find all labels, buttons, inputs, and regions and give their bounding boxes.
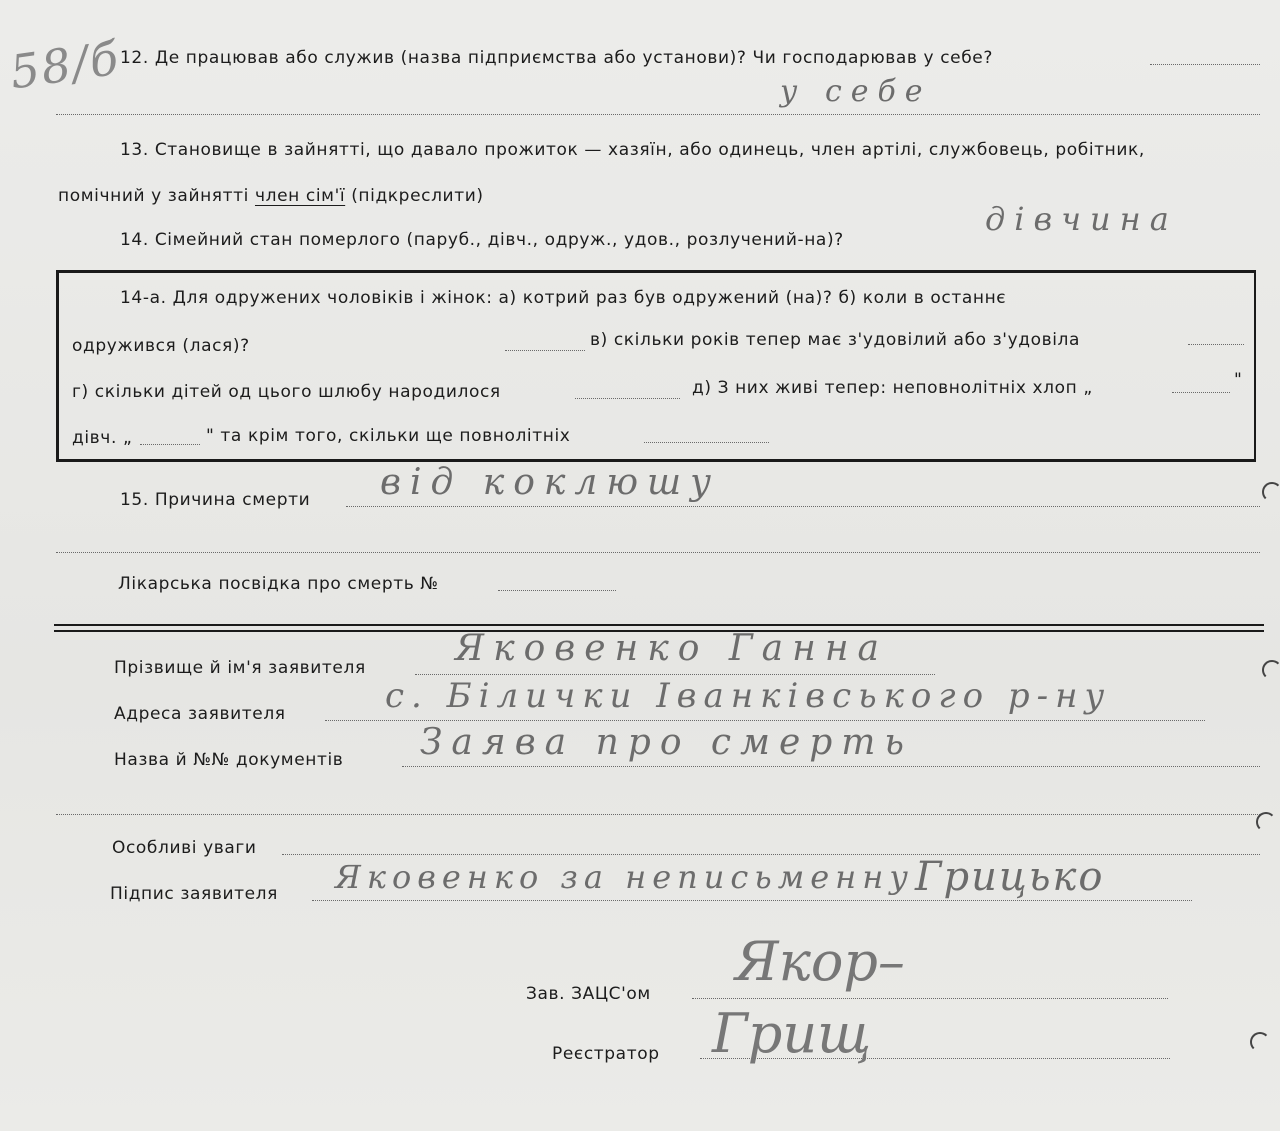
documents-handwritten: Заява про смерть xyxy=(420,722,914,763)
signature-line xyxy=(312,900,1192,901)
head-zags-line xyxy=(692,998,1168,999)
q13-line2-suffix: (підкреслити) xyxy=(351,186,484,206)
q13-line2 xyxy=(58,186,484,206)
punch-hole-mark xyxy=(1256,812,1276,832)
q15-answer-handwritten: від коклюшу xyxy=(380,462,720,503)
q14a-line2-b: в) скільки років тепер має з'удовілий або з'удовіла xyxy=(590,330,1081,350)
q13-line2-prefix: помічний у зайнятті xyxy=(58,186,249,206)
q13-line1: 13. Становище в зайнятті, що давало прожиток — хазяїн, або одинець, член артілі, службовець, робітник, xyxy=(120,140,1145,160)
applicant-name-line xyxy=(415,674,935,675)
q12-label: 12. Де працював або служив (назва підприємства або установи)? Чи господарював у себе? xyxy=(120,48,993,68)
section-divider-top xyxy=(54,624,1264,626)
registrar-label: Реєстратор xyxy=(552,1044,660,1064)
applicant-name-handwritten: Яковенко Ганна xyxy=(455,628,889,669)
signature-label: Підпис заявителя xyxy=(110,884,278,904)
punch-hole-mark xyxy=(1262,482,1280,502)
registrar-signature: Грищ xyxy=(712,1002,872,1065)
q14a-line1: 14-а. Для одружених чоловіків і жінок: а) котрий раз був одружений (на)? б) коли в останнє xyxy=(120,288,1007,308)
q14-answer-handwritten: дівчина xyxy=(985,200,1178,238)
documents-extra-line xyxy=(56,814,1260,815)
q14a-line4-b: " та крім того, скільки ще повнолітніх xyxy=(206,426,571,446)
q15-label: 15. Причина смерти xyxy=(120,490,311,510)
q13-underlined-choice: член сім'ї xyxy=(254,186,346,206)
margin-note: 58/б xyxy=(6,30,124,100)
applicant-address-handwritten: с. Білички Іванківського р-ну xyxy=(385,676,1112,716)
q14-label: 14. Сімейний стан померлого (паруб., дівч., одруж., удов., розлучений-на)? xyxy=(120,230,844,250)
documents-line xyxy=(402,766,1260,767)
q12-fill-line xyxy=(1150,64,1260,65)
q14a-children-line xyxy=(575,398,680,399)
q14a-line3-b: д) З них живі тепер: неповнолітніх хлоп „ xyxy=(692,378,1093,398)
applicant-address-line xyxy=(325,720,1205,721)
q14a-line3-a: г) скільки дітей од цього шлюбу народилося xyxy=(72,382,501,402)
signature-handwritten: Яковенко за неписьменну xyxy=(335,858,914,896)
q14a-boys-line xyxy=(1172,392,1230,393)
q12-answer-handwritten: у себе xyxy=(780,74,932,109)
punch-hole-mark xyxy=(1250,1032,1270,1052)
medical-certificate-line xyxy=(498,590,616,591)
q14a-married-when-line xyxy=(505,350,585,351)
medical-certificate-label: Лікарська посвідка про смерть № xyxy=(118,574,439,594)
q14a-girls-line xyxy=(140,444,200,445)
documents-label: Назва й №№ документів xyxy=(114,750,344,770)
q14a-line3-c: " xyxy=(1234,370,1243,390)
q15-extra-line xyxy=(56,552,1260,553)
q14a-line2-a: одружився (лася)? xyxy=(72,336,250,356)
q14a-widow-years-line xyxy=(1188,344,1244,345)
head-zags-signature: Якор– xyxy=(735,930,905,993)
applicant-name-label: Прізвище й ім'я заявителя xyxy=(114,658,366,678)
notes-line xyxy=(282,854,1260,855)
q15-answer-line xyxy=(346,506,1260,507)
q12-answer-line xyxy=(56,114,1260,115)
punch-hole-mark xyxy=(1262,660,1280,680)
applicant-address-label: Адреса заявителя xyxy=(114,704,286,724)
q14a-line4-a: дівч. „ xyxy=(72,428,133,448)
signature-extra-handwritten: Грицько xyxy=(915,854,1105,900)
notes-label: Особливі уваги xyxy=(112,838,257,858)
head-zags-label: Зав. ЗАЦС'ом xyxy=(526,984,651,1004)
q14a-adults-line xyxy=(644,442,769,443)
